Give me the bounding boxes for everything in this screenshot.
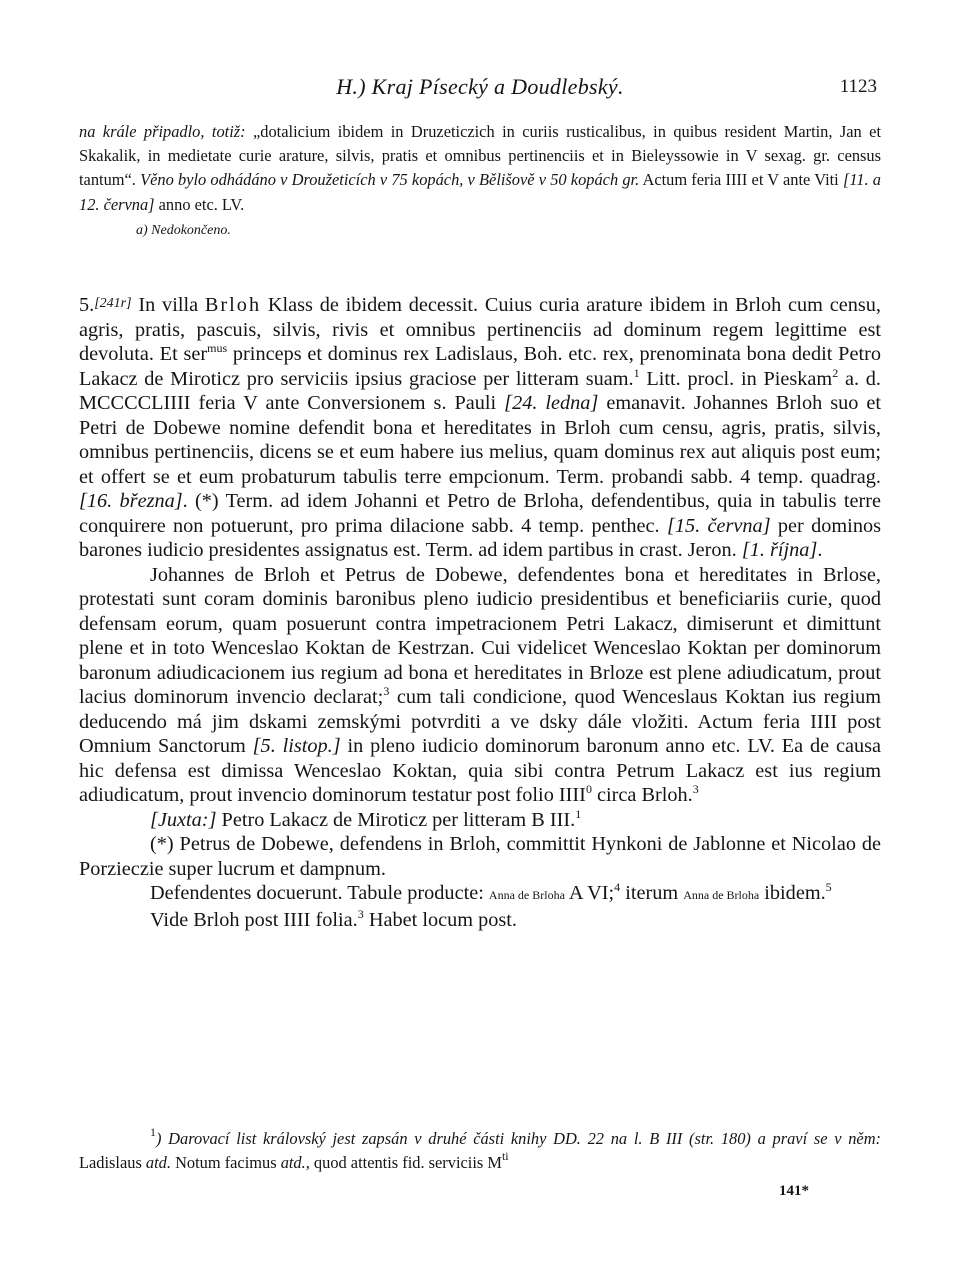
- intro-italic-2: Věno bylo odhádáno v Droužeticích v 75 kopách, v Bělišově v 50 kopách gr.: [140, 170, 640, 190]
- entry-text: Klass de ibidem decessit. Cuius curia arature ibidem in Brloh cum censu, agris, pratis, pascuis, silvis, rivis et omnibus pertinenciis ad dominum regem legittime est devoluta. Et ser: [79, 294, 881, 365]
- folio-ref: [241r]: [94, 296, 132, 311]
- date-annotation: [15. června]: [666, 514, 771, 537]
- entry-text: cum tali condicione, quod Wenceslaus Koktan ius regium deducendo má jim dskami zemskými potvrditi a ve dsky dále vložiti. Actum feria IIII post Omnium Sanctorum: [79, 686, 881, 757]
- entry-text: A VI;: [564, 882, 615, 904]
- date-annotation: [5. listop.]: [252, 735, 341, 757]
- note-ref: 4: [614, 880, 621, 894]
- intro-section: [79, 120, 881, 243]
- entry-text: Defendentes docuerunt. Tabule producte:: [150, 882, 489, 904]
- date-annotation: [24. ledna]: [504, 392, 599, 414]
- footnote-italic: atd.: [145, 1153, 171, 1172]
- entry-paragraph-1: [79, 292, 881, 563]
- entry-number: 5.: [79, 294, 95, 316]
- entry-section: [79, 292, 881, 932]
- entry-paragraph-6: [79, 908, 881, 933]
- entry-text: princeps et dominus rex Ladislaus, Boh. etc. rex, prenominata bona dedit Petro Lakacz de Miroticz pro serviciis ipsius graciose per litteram suam.: [79, 343, 881, 390]
- footnote-italic: atd.: [280, 1153, 306, 1172]
- entry-text: Johannes de Brloh et Petrus de Dobewe, defendentes bona et hereditates in Brlose, protestati sunt coram dominis baronibus pleno iudicio presidentibus et beneficiariis curie, quod defensam eorum, quam posuerunt contra impetracionem Petri Lakacz, dimiserunt et dimittunt plene et in toto Wenceslao Koktan de Kestrzan. Cui videlicet Wenceslao Koktan per dominorum baronum adiudicacionem ius regium ad bona et hereditates in Brloze est plene adiudicatum, prout lacius dominorum invencio declarat;: [79, 563, 881, 708]
- place-name: Brloh: [204, 294, 262, 316]
- page-number: 1123: [839, 76, 877, 97]
- entry-text: Vide Brloh post IIII folia.: [150, 908, 358, 931]
- entry-text: In villa: [131, 294, 205, 316]
- superscript: mus: [207, 341, 228, 355]
- entry-text: Petro Lakacz de Miroticz per litteram B III.: [216, 808, 576, 831]
- intro-text-2: Actum feria IIII et V ante Viti: [639, 170, 843, 190]
- date-annotation: [1. října]: [741, 539, 818, 561]
- intro-date: [11. a 12. června]: [79, 170, 881, 214]
- running-title: H.) Kraj Písecký a Doudlebský.: [336, 74, 624, 99]
- footnote-text: , quod attentis fid. serviciis M: [305, 1153, 502, 1172]
- juxta-annotation: [Juxta:]: [150, 808, 217, 831]
- running-head: [0, 74, 960, 104]
- note-ref: 1: [575, 806, 582, 821]
- small-caps-name: Anna de Brloha: [488, 888, 565, 902]
- entry-paragraph-5: [79, 881, 881, 908]
- entry-text: .: [817, 539, 823, 561]
- footnote-text: Ladislaus: [79, 1153, 146, 1172]
- footnote-italic: ) Darovací list královský jest zapsán v druhé části knihy DD. 22 na l. B III (str. 180) a praví se v něm:: [156, 1129, 881, 1148]
- note-ref: 3: [692, 782, 699, 796]
- entry-text: (*) Petrus de Dobewe, defendens in Brloh, committit Hynkoni de Jablonne et Nicolao de Porzieczie super lucrum et dampnum.: [79, 833, 881, 880]
- entry-text: in pleno iudicio dominorum baronum anno etc. LV. Ea de causa hic defensa est dimissa Wenceslao Koktan, quia sibi contra Petrum Lakacz est ius regium adiudicatum, prout invencio dominorum testatur post folio IIII: [79, 735, 882, 806]
- entry-paragraph-3: [79, 808, 881, 833]
- small-caps-name: Anna de Brloha: [683, 888, 760, 902]
- entry-text: per dominos barones iudicio presidentes assignatus est. Term. ad idem partibus in crast. Jeron.: [79, 514, 881, 561]
- superscript: ti: [501, 1149, 509, 1163]
- note-ref: 2: [832, 365, 839, 380]
- entry-paragraph-2: [79, 563, 881, 808]
- superscript: 0: [585, 782, 592, 796]
- intro-italic-1: na krále připadlo, totiž:: [79, 122, 246, 141]
- note-ref: 5: [825, 880, 832, 894]
- entry-text: iterum: [620, 882, 684, 904]
- entry-text: circa Brloh.: [591, 784, 693, 806]
- footnotes: [79, 1127, 881, 1175]
- entry-paragraph-4: [79, 832, 881, 881]
- note-ref: 3: [357, 906, 364, 921]
- intro-text-3: anno etc. LV.: [154, 194, 245, 214]
- date-annotation: [16. března]: [79, 490, 183, 512]
- entry-text: . (*) Term. ad idem Johanni et Petro de Brloha, defendentibus, quia in tabulis terre conquirere non potuerunt, pro prima dilacione sabb. 4 temp. penthec.: [79, 490, 881, 537]
- footnote-1: [79, 1127, 881, 1175]
- entry-text: emanavit. Johannes Brloh suo et Petri de Dobewe nomine defendit bona et hereditates in Brloh cum censu, agris, pratis, silvis, omnibus pertinenciis, dicens se et eum habere ius melius, quam dominus rex aut aliquis post eum; et offert se et eum probaturum tabulis terre empcionum. Term. probandi sabb. 4 temp. quadrag.: [79, 392, 881, 488]
- footnote-a: a) Nedokončeno.: [136, 222, 231, 238]
- intro-paragraph: [79, 120, 881, 217]
- entry-text: Litt. procl. in Pieskam: [639, 367, 833, 390]
- signature-mark: 141*: [779, 1183, 809, 1199]
- note-ref: 1: [633, 365, 640, 380]
- note-ref: 3: [383, 684, 390, 698]
- entry-text: ibidem.: [759, 882, 826, 904]
- footnote-number: 1: [150, 1125, 156, 1139]
- intro-text-1: „dotalicium ibidem in Druzeticzich in curiis rusticalibus, in quibus resident Martin, Jan et Skakalik, in medietate curie arature, silvis, pratis et omnibus pertinenciis et in Bieleyssowie in V sexag. gr. census tantum“.: [79, 122, 881, 190]
- entry-text: Habet locum post.: [363, 908, 517, 931]
- entry-text: a. d. MCCCCLIIII feria V ante Conversionem s. Pauli: [79, 367, 881, 414]
- footnote-text: Notum facimus: [170, 1153, 281, 1172]
